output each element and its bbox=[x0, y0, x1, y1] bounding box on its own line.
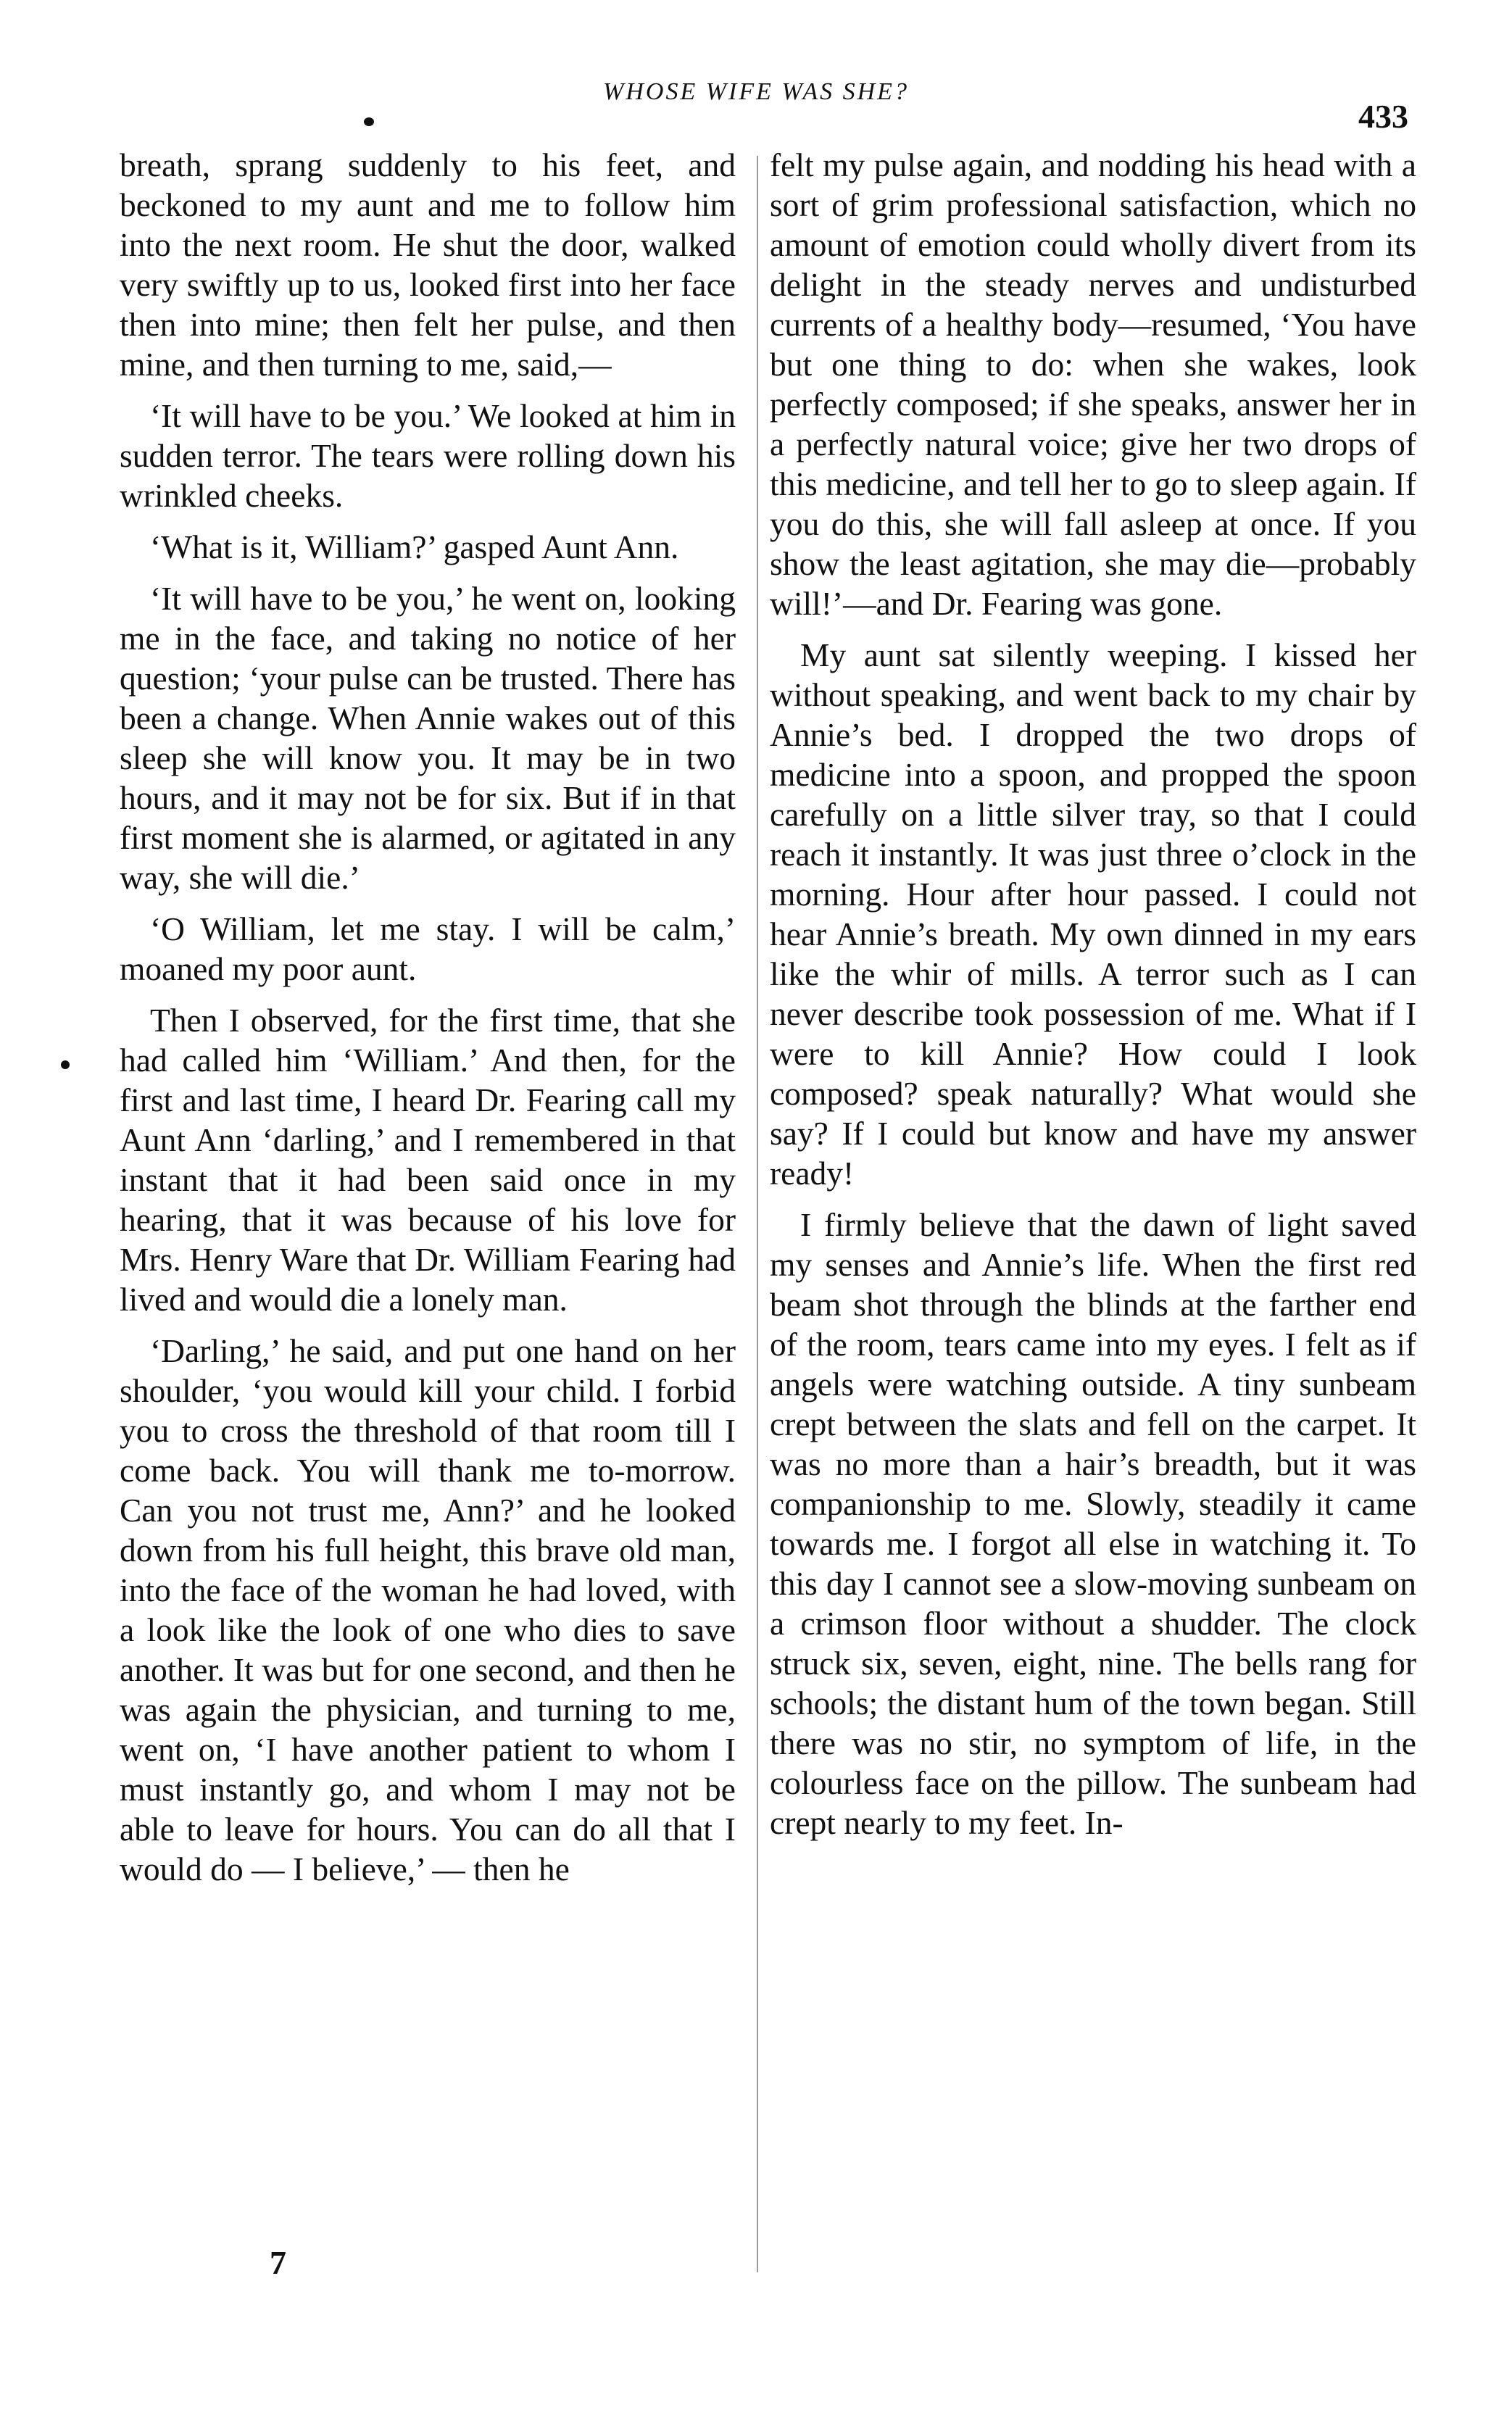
paragraph: ‘It will have to be you.’ We looked at him in sudden terror. The tears were rolling down his wrinkled cheeks. bbox=[120, 397, 736, 514]
right-column bbox=[770, 145, 1416, 1854]
paragraph: ‘Darling,’ he said, and put one hand on her shoulder, ‘you would kill your child. I forbid you to cross the threshold of that room till I come back. You will thank me to-morrow. Can you not trust me, Ann?’ and he looked down from his full height, this brave old man, into the face of the woman he had loved, with a look like the look of one who dies to save another. It was but for one second, and then he was again the physician, and turning to me, went on, ‘I have another patient to whom I must instantly go, and whom I may not be able to leave for hours. You can do all that I would do — I believe,’ — then he bbox=[120, 1332, 736, 1887]
paragraph: Then I observed, for the first time, that she had called him ‘William.’ And then, for the first and last time, I heard Dr. Fearing call my Aunt Ann ‘darling,’ and I remembered in that instant that it had been said once in my hearing, that it was because of his love for Mrs. Henry Ware that Dr. William Fearing had lived and would die a lonely man. bbox=[120, 1002, 736, 1318]
paragraph: ‘O William, let me stay. I will be calm,’ moaned my poor aunt. bbox=[120, 910, 736, 987]
ink-speck bbox=[364, 117, 374, 126]
paragraph: I firmly believe that the dawn of light saved my senses and Annie’s life. When the first red beam shot through the blinds at the farther end of the room, tears came into my eyes. I felt as if angels were watching outside. A tiny sunbeam crept between the slats and fell on the carpet. It was no more than a hair’s breadth, but it was companionship to me. Slowly, steadily it came towards me. I forgot all else in watching it. To this day I cannot see a slow-moving sunbeam on a crimson floor without a shudder. The clock struck six, seven, eight, nine. The bells rang for schools; the distant hum of the town began. Still there was no stir, no symptom of life, in the colourless face on the pillow. The sunbeam had crept nearly to my feet. In- bbox=[770, 1206, 1416, 1841]
left-column bbox=[120, 145, 736, 1900]
paragraph: My aunt sat silently weeping. I kissed her without speaking, and went back to my chair by Annie’s bed. I dropped the two drops of medicine into a spoon, and propped the spoon carefully on a little silver tray, so that I could reach it instantly. It was just three o’clock in the morning. Hour after hour passed. I could not hear Annie’s breath. My own dinned in my ears like the whir of mills. A terror such as I can never describe took possession of me. What if I were to kill Annie? How could I look composed? speak naturally? What would she say? If I could but know and have my answer ready! bbox=[770, 636, 1416, 1192]
running-title: WHOSE WIFE WAS SHE? bbox=[603, 78, 909, 105]
paragraph: breath, sprang suddenly to his feet, and beckoned to my aunt and me to follow him into the next room. He shut the door, walked very swiftly up to us, looked first into her face then into mine; then felt her pulse, and then mine, and then turning to me, said,— bbox=[120, 146, 736, 383]
ink-speck bbox=[61, 1060, 70, 1069]
paragraph: felt my pulse again, and nodding his head with a sort of grim professional satisfaction, which no amount of emotion could wholly divert from its delight in the steady nerves and undisturbed currents of a healthy body—resumed, ‘You have but one thing to do: when she wakes, look perfectly composed; if she speaks, answer her in a perfectly natural voice; give her two drops of this medicine, and tell her to go to sleep again. If you do this, she will fall asleep at once. If you show the least agitation, she may die—probably will!’—and Dr. Fearing was gone. bbox=[770, 146, 1416, 622]
paragraph: ‘It will have to be you,’ he went on, looking me in the face, and taking no notice of her question; ‘your pulse can be trusted. There has been a change. When Annie wakes out of this sleep she will know you. It may be in two hours, and it may not be for six. But if in that first moment she is alarmed, or agitated in any way, she will die.’ bbox=[120, 580, 736, 896]
page-number: 433 bbox=[1358, 98, 1408, 135]
paragraph: ‘What is it, William?’ gasped Aunt Ann. bbox=[150, 528, 679, 565]
column-divider bbox=[757, 156, 758, 2272]
signature-mark: 7 bbox=[270, 2244, 286, 2281]
